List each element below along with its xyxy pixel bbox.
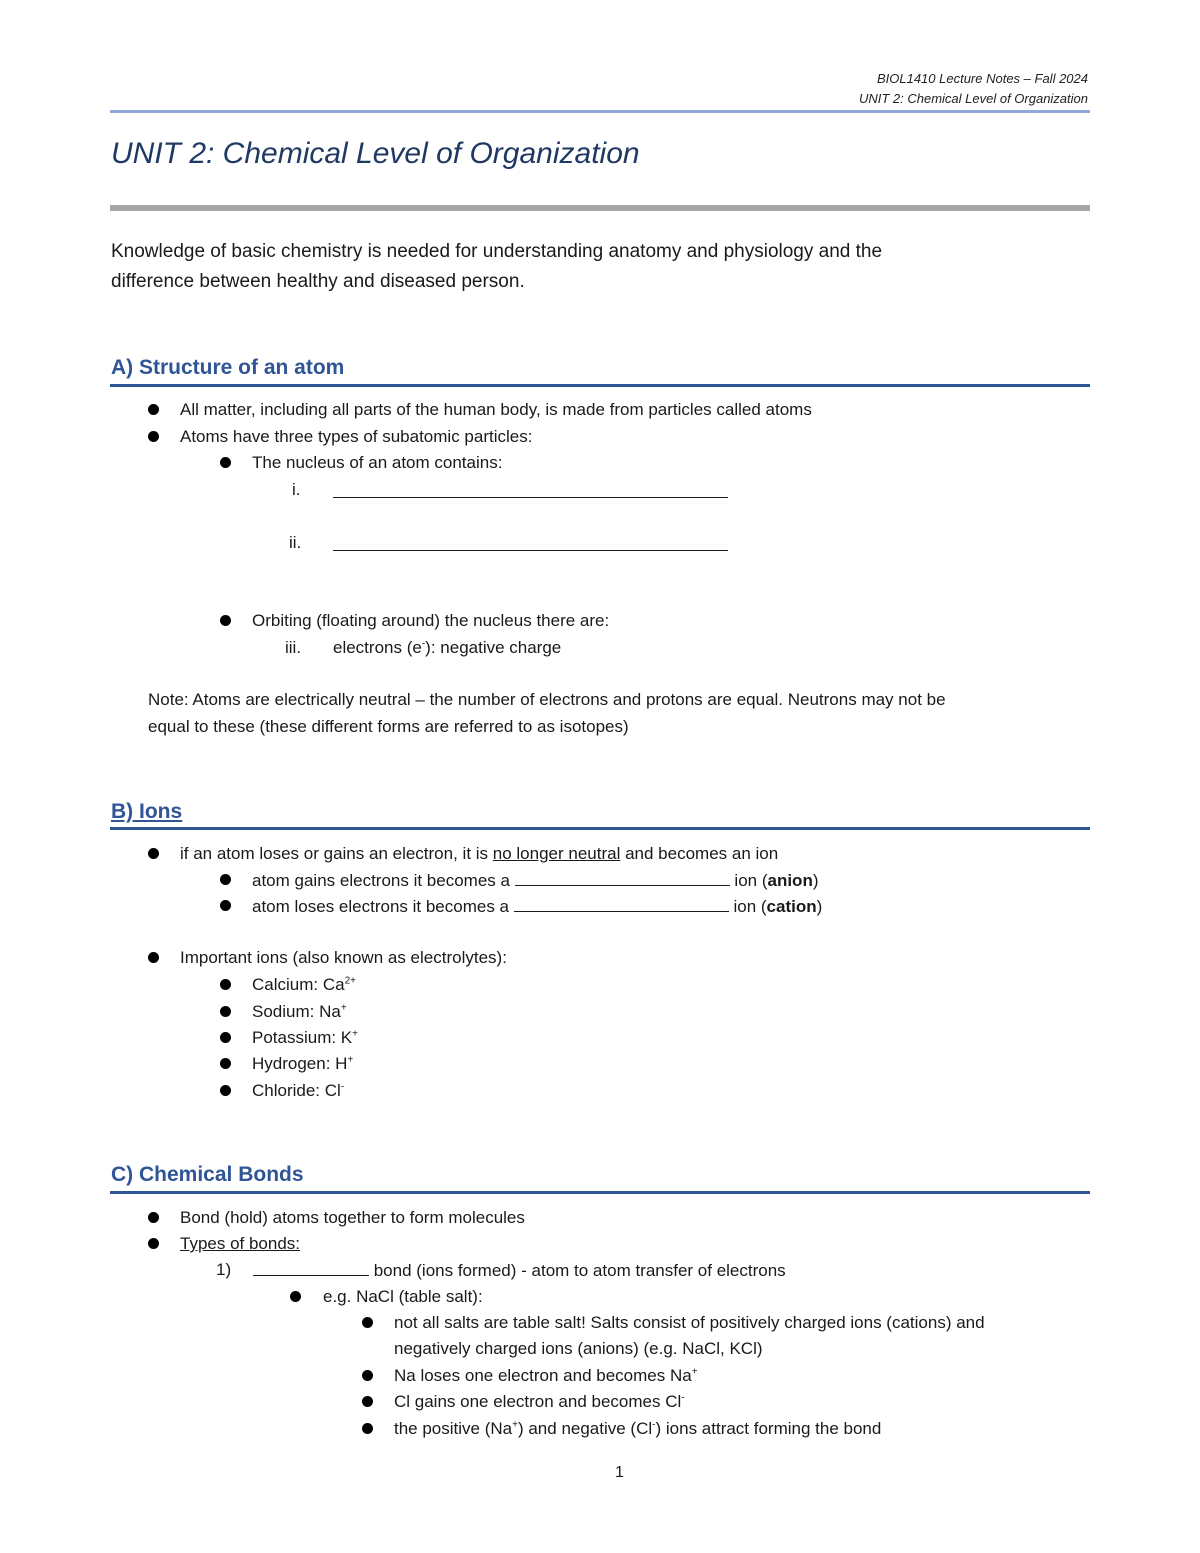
cl-line: Cl gains one electron and becomes Cl- — [394, 1392, 685, 1411]
orbit-bullet: Orbiting (floating around) the nucleus there are: — [252, 611, 610, 630]
bullet-icon — [148, 1238, 159, 1249]
bullet-icon — [220, 615, 231, 626]
bullet-icon — [220, 979, 231, 990]
header-unit: UNIT 2: Chemical Level of Organization — [858, 91, 1088, 106]
header-rule — [110, 110, 1090, 113]
bullet-icon — [148, 404, 159, 415]
title-rule — [110, 205, 1090, 211]
note-line-1: Note: Atoms are electrically neutral – the number of electrons and protons are equal. Neutrons may not be — [148, 690, 946, 709]
section-a-rule — [110, 384, 1090, 387]
ion-hydrogen: Hydrogen: H+ — [252, 1054, 354, 1073]
bullet-icon — [362, 1317, 373, 1328]
note-line-2: equal to these (these different forms are referred to as isotopes) — [148, 717, 629, 736]
electrolytes-line: Important ions (also known as electrolytes): — [180, 948, 507, 967]
bullet-icon — [148, 1212, 159, 1223]
ion-potassium: Potassium: K+ — [252, 1028, 358, 1047]
bullet-icon — [220, 1006, 231, 1017]
section-c-heading: C) Chemical Bonds — [111, 1163, 304, 1186]
page-number: 1 — [615, 1464, 624, 1481]
ionic-bond-line: bond (ions formed) - atom to atom transfer of electrons — [253, 1260, 786, 1281]
bullet-icon — [362, 1396, 373, 1407]
bullet-icon — [148, 431, 159, 442]
blank-line[interactable] — [515, 870, 730, 886]
bullet-icon — [220, 900, 231, 911]
blank-line[interactable] — [253, 1260, 369, 1276]
electrons-line: electrons (e-): negative charge — [333, 638, 562, 657]
intro-line-1: Knowledge of basic chemistry is needed for understanding anatomy and physiology and the — [111, 241, 883, 262]
bullet-icon — [220, 1058, 231, 1069]
section-b-rule — [110, 827, 1090, 830]
bullet-icon — [220, 1085, 231, 1096]
bond-definition: Bond (hold) atoms together to form molecules — [180, 1208, 525, 1227]
bullet-icon — [362, 1423, 373, 1434]
nacl-example: e.g. NaCl (table salt): — [323, 1287, 483, 1306]
section-a-heading: A) Structure of an atom — [111, 356, 345, 379]
bullet-icon — [362, 1370, 373, 1381]
bullet-icon — [220, 874, 231, 885]
types-of-bonds: Types of bonds: — [180, 1234, 301, 1253]
atom-bullet-2: Atoms have three types of subatomic particles: — [180, 427, 533, 446]
bond-number-1: 1) — [216, 1260, 232, 1279]
blank-line[interactable] — [514, 896, 729, 912]
nucleus-bullet: The nucleus of an atom contains: — [252, 453, 503, 472]
bullet-icon — [148, 848, 159, 859]
ion-chloride: Chloride: Cl- — [252, 1081, 345, 1100]
roman-i: i. — [292, 480, 301, 499]
bullet-icon — [290, 1291, 301, 1302]
roman-iii: iii. — [285, 638, 302, 657]
cation-line: atom loses electrons it becomes a ion (cation) — [252, 897, 823, 916]
atom-bullet-1: All matter, including all parts of the human body, is made from particles called atoms — [180, 400, 812, 419]
salt-line-2: negatively charged ions (anions) (e.g. NaCl, KCl) — [394, 1339, 763, 1358]
bullet-icon — [220, 1032, 231, 1043]
section-b-heading: B) Ions — [111, 800, 183, 823]
ion-definition: if an atom loses or gains an electron, it is no longer neutral and becomes an ion — [180, 844, 779, 863]
page-title: UNIT 2: Chemical Level of Organization — [111, 137, 640, 170]
section-c-rule — [110, 1191, 1090, 1194]
header-course: BIOL1410 Lecture Notes – Fall 2024 — [876, 71, 1088, 86]
bullet-icon — [148, 952, 159, 963]
intro-line-2: difference between healthy and diseased person. — [111, 271, 525, 292]
blank-line[interactable] — [333, 535, 728, 551]
anion-line: atom gains electrons it becomes a ion (anion) — [252, 871, 819, 890]
na-line: Na loses one electron and becomes Na+ — [394, 1366, 698, 1385]
salt-line-1: not all salts are table salt! Salts consist of positively charged ions (cations) and — [394, 1313, 985, 1332]
ion-calcium: Calcium: $Ca^{2+}$ — [252, 975, 356, 994]
attraction-line: the positive (Na+) and negative (Cl-) ions attract forming the bond — [394, 1419, 882, 1438]
roman-ii: ii. — [289, 533, 302, 552]
ion-sodium: Sodium: Na+ — [252, 1002, 347, 1021]
bullet-icon — [220, 457, 231, 468]
blank-line[interactable] — [333, 482, 728, 498]
